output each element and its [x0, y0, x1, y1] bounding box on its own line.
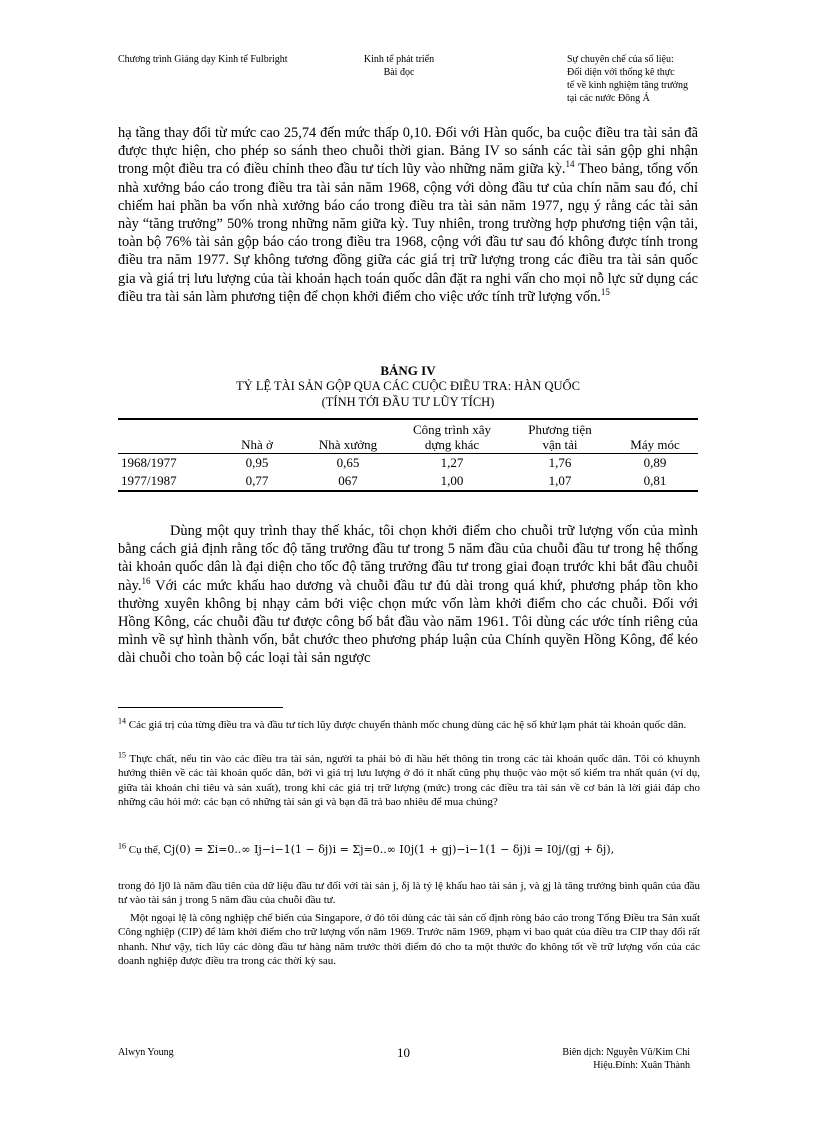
footnote-ref-14[interactable]: 14	[565, 159, 575, 170]
header-transport-line1: Phương tiện	[528, 422, 592, 437]
ratio-table	[118, 418, 698, 492]
cell-housing: 0,95	[214, 454, 300, 473]
header-course-title: Kinh tế phát triển	[363, 54, 435, 65]
footnote-ref-16[interactable]: 16	[141, 575, 151, 586]
paragraph-1-text-a: hạ tầng thay đổi từ mức cao 25,74 đến mức thấp 0,10. Đối với Hàn quốc, ba cuộc điều tra tài sản đã được thực hiện, cho phép so sánh theo chuỗi thời gian. Bảng IV so sánh các tài sản gộp ghi nhận trong một điều tra có điều chỉnh theo đầu tư tích lũy vào những năm giữa kỳ.	[118, 125, 698, 178]
footnote-number: 14	[118, 716, 126, 726]
header-document-title	[567, 53, 688, 105]
cell-other-construction: 1,27	[396, 454, 508, 473]
header-title-line3: tế về kinh nghiệm tăng trưởng	[567, 80, 688, 91]
table-subtitle-note: (TÍNH TỚI ĐẦU TƯ LŨY TÍCH)	[321, 395, 495, 409]
header-cell-factories: Nhà xưởng	[300, 419, 396, 454]
footnote-number: 15	[118, 750, 126, 760]
body-paragraph-2	[118, 522, 698, 668]
cell-machinery: 0,89	[612, 454, 698, 473]
paragraph-1-text-b: Theo bảng, tổng vốn nhà xưởng báo cáo trong điều tra tài sản năm 1968, cộng với dòng đầu tư của chín năm sau đó, chỉ chiếm hai phần ba vốn nhà xưởng báo cáo trong điều tra tài sản năm 1977, ngụ ý rằng các tài sản này “tăng trưởng” 50% trong những năm giữa kỳ. Tuy nhiên, trong trường hợp phương tiện vận tải, toàn bộ 76% tài sản gộp báo cáo trong điều tra 1968, cộng với đầu tư sau đó không được tính trong điều tra năm 1977. Sự không tương đồng giữa các giá trị trữ lượng trong các điều tra tài sản quốc gia và giá trị lưu lượng của tài khoản hạch toán quốc dân đặt ra nghi vấn cho mọi nỗ lực sử dụng các điều tra tài sản làm phương tiện để chọn khởi điểm cho việc ước tính trữ lượng vốn.	[118, 161, 698, 305]
capital-stock-formula: Cj(0) = Σi=0..∞ Ij−i−1(1 − δj)i = Σj=0..∞ I0j(1 + gj)−i−1(1 − δj)i = I0j/(gj + δj),	[163, 843, 615, 856]
header-other-construction-line2: dựng khác	[424, 437, 480, 452]
table-caption: BẢNG IV	[380, 363, 436, 378]
body-paragraph-1	[118, 124, 698, 306]
page-number: 10	[397, 1045, 410, 1060]
footnote-text: Cụ thể,	[126, 844, 164, 856]
header-other-construction-line1: Công trình xây	[413, 422, 491, 437]
footnote-text: Thực chất, nếu tin vào các điều tra tài sản, người ta phải bỏ đi hầu hết thông tin trong các tài khoản quốc dân. Tôi có khuynh hướng thiên về các tài khoản quốc dân, bởi vì giá trị lưu lượng ở đó ít nhất cũng phụ thuộc vào một số kiểm tra nhất quán (ví dụ, giữa tài khoản chi tiêu và sản xuất), trong khi các giá trị trữ lượng (mức) trong các điều tra tài sản về cơ bản là lời giải đáp cho những câu hỏi mở: các bạn có những tài sản gì và bạn đã trả bao nhiêu để mua chúng?	[118, 753, 700, 808]
header-title-line1: Sự chuyên chế của số liệu:	[567, 54, 674, 65]
footnote-16-singapore-note: Một ngoại lệ là công nghiệp chế biến của Singapore, ở đó tôi dùng các tài sản cố định ròng báo cáo trong Tổng Điều tra Sản xuất Công nghiệp (CIP) để làm khởi điểm cho trữ lượng vốn năm 1969. Trước năm 1969, phạm vi bao quát của điều tra CIP thay đổi rất nhanh. Như vậy, tích lũy các dòng đầu tư hàng năm trước thời điểm đó cho ta một thước đo không tốt về trữ lượng vốn của các doanh nghiệp được điều tra trong các thời kỳ sau.	[118, 912, 700, 967]
footer-author: Alwyn Young	[118, 1047, 174, 1058]
header-cell-other-construction	[396, 419, 508, 454]
header-reading-label: Bài đọc	[383, 67, 415, 78]
header-program-name: Chương trình Giảng dạy Kinh tế Fulbright	[118, 54, 288, 65]
footnote-16	[118, 843, 700, 857]
header-cell-housing: Nhà ở	[214, 419, 300, 454]
paragraph-2-text-b: Với các mức khấu hao dương và chuỗi đầu tư đủ dài trong quá khứ, phương pháp tồn kho thường xuyên không bị nhạy cảm bởi việc chọn mức vốn làm khởi điểm cho các chuỗi. Đối với Hồng Kông, các chuỗi đầu tư được công bố bắt đầu vào năm 1961. Tôi dùng các ước tính riêng của mình về sự hình thành vốn, bắt chước theo phương pháp luận của Chính quyền Hồng Kông, để kéo dài chuỗi cho toàn bộ các loại tài sản ngược	[118, 577, 698, 667]
footer-editor: Hiệu.Đính: Xuân Thành	[593, 1060, 690, 1071]
header-course	[357, 53, 441, 79]
table-header-row	[118, 419, 698, 454]
cell-housing: 0,77	[214, 472, 300, 491]
header-transport-line2: vận tải	[542, 437, 578, 452]
table-subtitle: TỶ LỆ TÀI SẢN GỘP QUA CÁC CUỘC ĐIỀU TRA: HÀN QUỐC	[236, 379, 580, 393]
footnote-16-definitions: trong đó Ij0 là năm đầu tiên của dữ liệu đầu tư đối với tài sản j, δj là tỷ lệ khấu hao tài sản j, và gj là tăng trưởng bình quân của đầu tư vào tài sản j trong 5 năm đầu của chuỗi đầu tư.	[118, 880, 700, 907]
paragraph-2-text-a: Dùng một quy trình thay thế khác, tôi chọn khởi điểm cho chuỗi trữ lượng vốn của mình bằng cách giả định rằng tốc độ tăng trưởng đầu tư trong 5 năm đầu của chuỗi đầu tư trong hệ thống tài khoản quốc dân là đại diện cho tốc độ tăng trưởng đầu tư trong giai đoạn trước khi bắt đầu chuỗi này.	[118, 523, 698, 594]
table-row	[118, 472, 698, 491]
table-row	[118, 454, 698, 473]
row-label: 1968/1977	[118, 454, 214, 473]
cell-factories: 0,65	[300, 454, 396, 473]
footnote-number: 16	[118, 841, 126, 851]
header-cell-transport	[508, 419, 612, 454]
footnote-divider	[118, 707, 283, 708]
header-title-line2: Đối diện với thống kê thực	[567, 67, 675, 78]
cell-transport: 1,07	[508, 472, 612, 491]
footnote-15	[118, 752, 700, 809]
cell-machinery: 0,81	[612, 472, 698, 491]
cell-factories: 067	[300, 472, 396, 491]
header-title-line4: tại các nước Đông Á	[567, 93, 650, 104]
cell-other-construction: 1,00	[396, 472, 508, 491]
header-cell-machinery: Máy móc	[612, 419, 698, 454]
cell-transport: 1,76	[508, 454, 612, 473]
footer-translator: Biên dịch: Nguyễn Vũ/Kim Chi	[562, 1047, 690, 1058]
footnote-text: Các giá trị của từng điều tra và đầu tư tích lũy được chuyển thành mốc chung dùng các hệ số khử lạm phát tài khoản quốc dân.	[126, 719, 687, 731]
footnote-14	[118, 718, 700, 732]
row-label: 1977/1987	[118, 472, 214, 491]
header-cell-empty	[118, 419, 214, 454]
footer-credits	[555, 1046, 690, 1072]
footnote-ref-15[interactable]: 15	[600, 287, 610, 298]
